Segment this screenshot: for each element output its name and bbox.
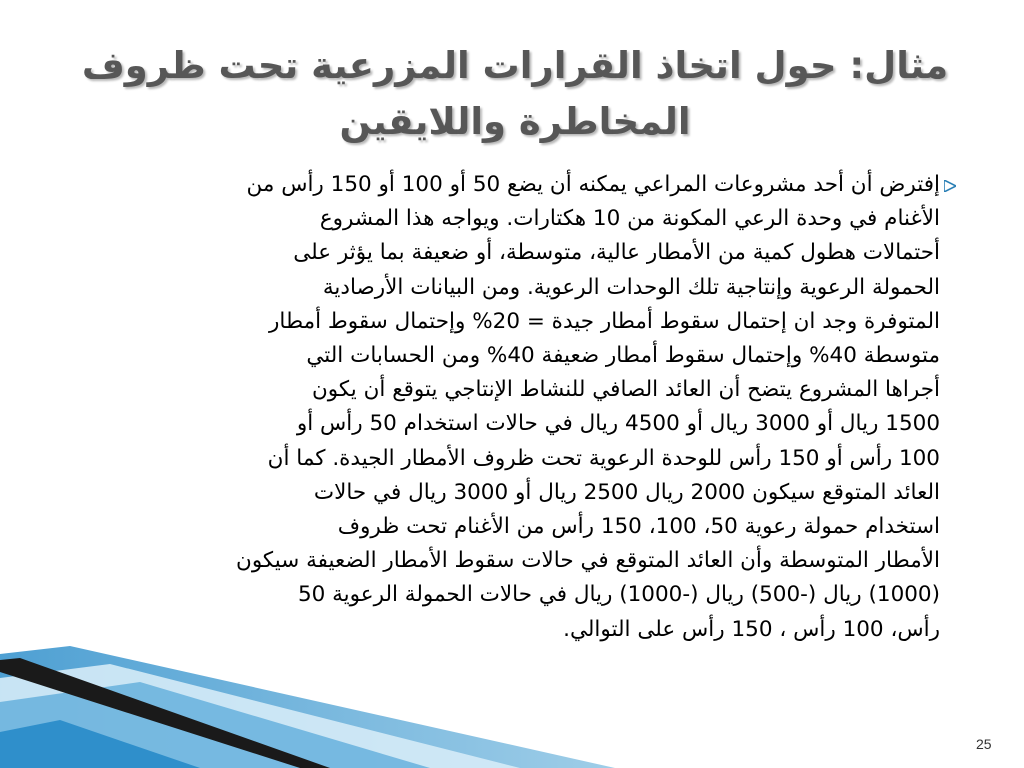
body-line: (1000) ريال (-500) ريال (-1000) ريال في حالات الحمولة الرعوية 50 <box>297 582 940 608</box>
body-line: العائد المتوقع سيكون 2000 ريال 2500 ريال أو 3000 ريال في حالات <box>313 479 940 505</box>
body-line: الحمولة الرعوية وإنتاجية تلك الوحدات الرعوية. ومن البيانات الأرصادية <box>322 274 940 300</box>
body-line: الأمطار المتوسطة وأن العائد المتوقع في حالات سقوط الأمطار الضعيفة سيكون <box>236 548 940 574</box>
arrow-bullet-icon <box>944 180 956 192</box>
slide-title <box>80 38 950 150</box>
body-line: رأس، 100 رأس ، 150 رأس على التوالي. <box>563 616 940 642</box>
body-line: 100 رأس أو 150 رأس للوحدة الرعوية تحت ظروف الأمطار الجيدة. كما أن <box>267 445 940 471</box>
body-line: أجراها المشروع يتضح أن العائد الصافي للنشاط الإنتاجي يتوقع أن يكون <box>312 377 940 403</box>
body-line: المتوفرة وجد ان إحتمال سقوط أمطار جيدة = 20% وإحتمال سقوط أمطار <box>269 308 940 334</box>
corner-decoration <box>0 620 620 768</box>
body-line: متوسطة 40% وإحتمال سقوط أمطار ضعيفة 40% ومن الحسابات التي <box>306 343 940 369</box>
body-line: إفترض أن أحد مشروعات المراعي يمكنه أن يضع 50 أو 100 أو 150 رأس من <box>246 172 940 197</box>
body-line: أحتمالات هطول كمية من الأمطار عالية، متوسطة، أو ضعيفة بما يؤثر على <box>293 240 940 266</box>
title-line-2: المخاطرة واللايقين <box>339 100 691 143</box>
title-line-1: مثال: حول اتخاذ القرارات المزرعية تحت ظروف <box>81 44 949 87</box>
body-paragraph <box>56 168 940 647</box>
page-number: 25 <box>976 736 992 752</box>
body-line: 1500 ريال أو 3000 ريال أو 4500 ريال في حالات استخدام 50 رأس أو <box>296 411 940 437</box>
body-line: الأغنام في وحدة الرعي المكونة من 10 هكتارات. ويواجه هذا المشروع <box>319 206 940 232</box>
body-line: استخدام حمولة رعوية 50، 100، 150 رأس من الأغنام تحت ظروف <box>337 514 940 540</box>
